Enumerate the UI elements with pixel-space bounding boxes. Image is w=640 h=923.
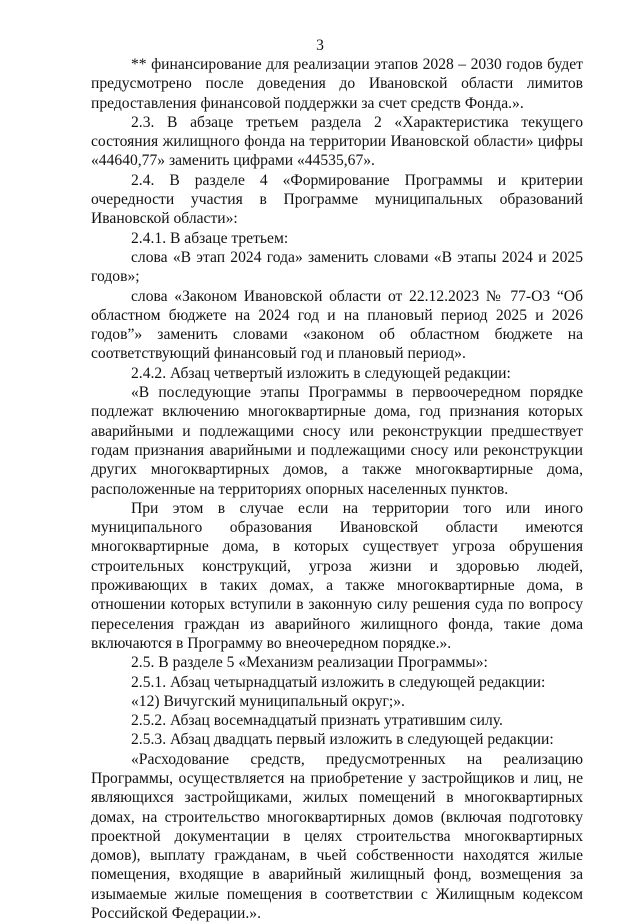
paragraph-2-4-1: 2.4.1. В абзаце третьем: bbox=[131, 229, 289, 247]
paragraph-quote-extraordinary: При этом в случае если на территории того или иного муниципального образования Ивановской области имеются многоквартирные дома, в которых существует угроза обрушения строительных конструкций, угроза жизни и здоровью людей, проживающих в таких домах, а также многоквартирные дома, в отношении которых вступили в законную силу решения суда по вопросу переселения граждан из аварийного жилищного фонда, такие дома включаются в Программу во внеочередном порядке.». bbox=[91, 499, 583, 652]
page-number: 3 bbox=[316, 37, 324, 54]
paragraph-vichuga: «12) Вичугский муниципальный округ;». bbox=[131, 692, 405, 710]
paragraph-words-law: слова «Законом Ивановской области от 22.12.2023 № 77-ОЗ “Об областном бюджете на 2024 год и на плановый период 2025 и 2026 годов”» заменить словами «законом об областном бюджете на соответствующий финансовый год и плановый период». bbox=[91, 287, 583, 363]
paragraph-2-4-2: 2.4.2. Абзац четвертый изложить в следующей редакции: bbox=[131, 364, 511, 382]
paragraph-2-3: 2.3. В абзаце третьем раздела 2 «Характеристика текущего состояния жилищного фонда на территории Ивановской области» цифры «44640,77» заменить цифрами «44535,67». bbox=[91, 113, 583, 170]
paragraph-words-stage: слова «В этап 2024 года» заменить словами «В этапы 2024 и 2025 годов»; bbox=[91, 248, 583, 286]
paragraph-2-5-3: 2.5.3. Абзац двадцать первый изложить в следующей редакции: bbox=[131, 731, 554, 749]
paragraph-2-5-1: 2.5.1. Абзац четырнадцатый изложить в следующей редакции: bbox=[131, 673, 546, 691]
paragraph-quote-spending: «Расходование средств, предусмотренных на реализацию Программы, осуществляется на приобретение у застройщиков и лиц, не являющихся застройщиками, жилых помещений в многоквартирных домах, на строительство многоквартирных домов (включая подготовку проектной документации в целях строительства многоквартирных домов), выплату гражданам, в чьей собственности находятся жилые помещения, входящие в аварийный жилищный фонд, возмещения за изымаемые жилые помещения в соответствии с Жилищным кодексом Российской Федерации.». bbox=[91, 750, 583, 923]
paragraph-quote-priority: «В последующие этапы Программы в первоочередном порядке подлежат включению многоквартирные дома, год признания которых аварийными и подлежащими сносу или реконструкции предшествует годам признания аварийными и подлежащими сносу или реконструкции других многоквартирных домов, а также многоквартирные дома, расположенные на территориях опорных населенных пунктов. bbox=[91, 384, 583, 498]
paragraph-footnote-financing: ** финансирование для реализации этапов 2028 – 2030 годов будет предусмотрено после доведения до Ивановской области лимитов предоставления финансовой поддержки за счет средств Фонда.». bbox=[91, 56, 583, 112]
paragraph-2-4: 2.4. В разделе 4 «Формирование Программы и критерии очередности участия в Программе муниципальных образований Ивановской области»: bbox=[91, 171, 583, 228]
paragraph-2-5-2: 2.5.2. Абзац восемнадцатый признать утратившим силу. bbox=[131, 712, 503, 730]
paragraph-2-5: 2.5. В разделе 5 «Механизм реализации Программы»: bbox=[131, 654, 488, 672]
document-body bbox=[91, 55, 583, 923]
